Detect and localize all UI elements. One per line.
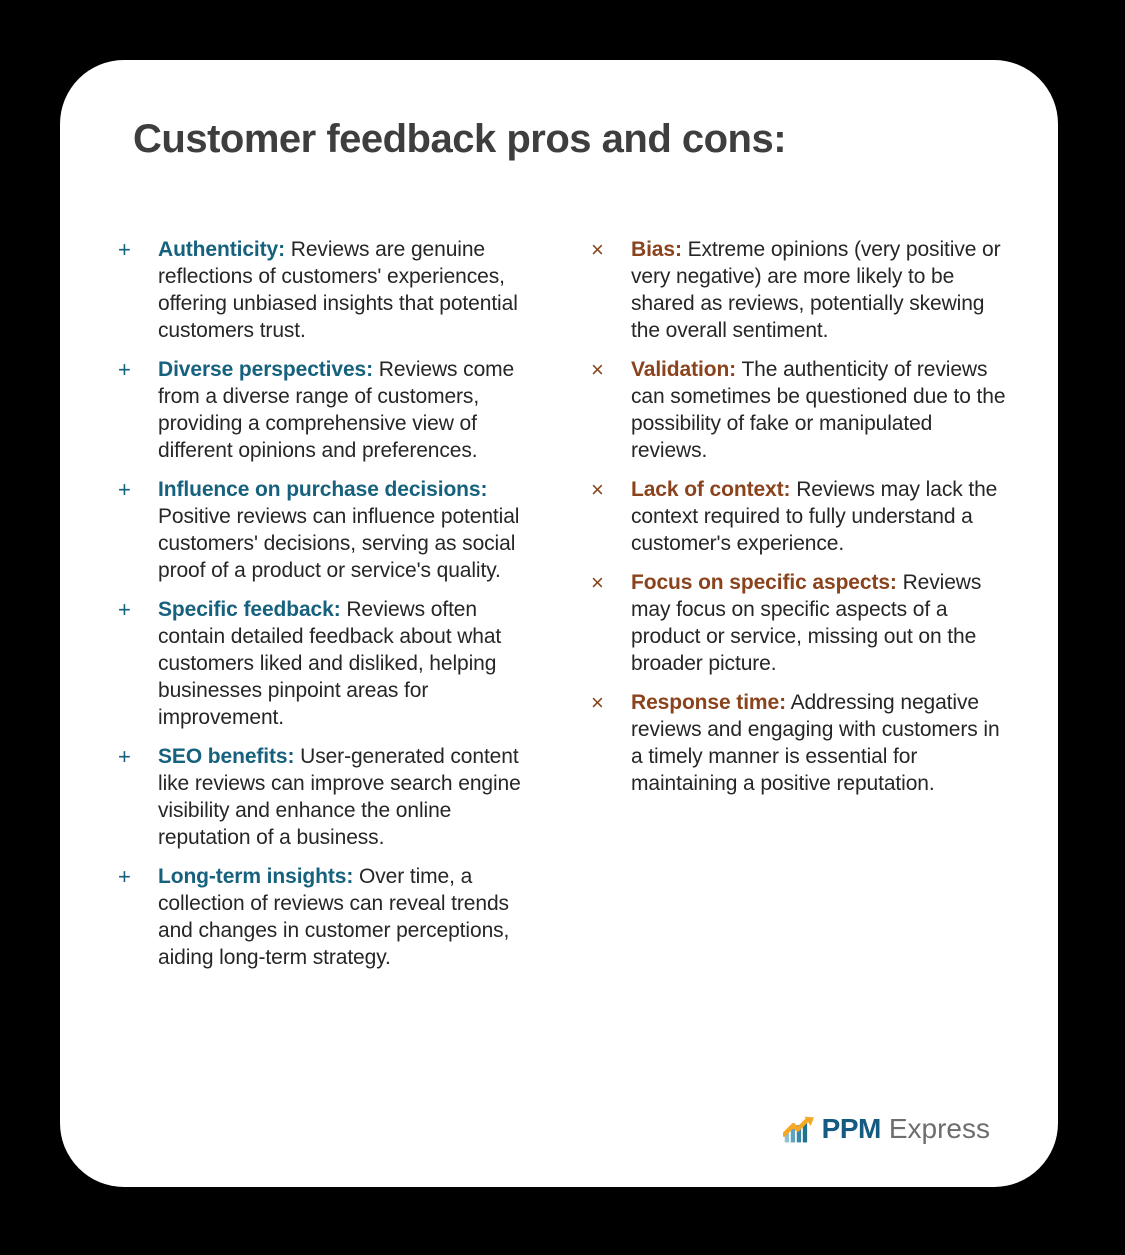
pros-item-body: User-generated content like reviews can improve search engine visibility and enhance the online reputation of a business. [158,745,521,849]
pros-item-text [158,356,535,464]
pros-item-term: Diverse perspectives: [158,358,374,381]
pros-item-text [158,236,535,344]
plus-icon: + [118,477,131,502]
cons-item-text [631,689,1008,797]
cross-icon: × [591,690,604,715]
cons-list-item [588,569,1008,677]
cons-item-term: Focus on specific aspects: [631,571,897,594]
plus-icon: + [118,237,131,262]
cons-item-body: Reviews may focus on specific aspects of a product or service, missing out on the broader picture. [631,571,982,675]
cons-list-item [588,476,1008,557]
cons-list-item [588,356,1008,464]
cons-item-term: Validation: [631,358,737,381]
cons-item-text [631,569,1008,677]
pros-cons-columns [115,236,1012,983]
cons-column [588,236,1008,983]
pros-item-term: Long-term insights: [158,865,354,888]
pros-list-item [115,356,535,464]
pros-item-text [158,743,535,851]
plus-icon: + [118,864,131,889]
pros-list-item [115,863,535,971]
cons-item-term: Response time: [631,691,786,714]
logo-express-text: Express [888,1113,990,1144]
logo-bar-chart-arrow-icon [783,1116,814,1143]
pros-list-item [115,476,535,584]
pros-item-term: SEO benefits: [158,745,295,768]
pros-item-body: Over time, a collection of reviews can reveal trends and changes in customer perceptions, aiding long-term strategy. [158,865,510,969]
pros-item-term: Influence on purchase decisions: [158,478,488,501]
cons-item-text [631,476,1008,557]
plus-icon: + [118,357,131,382]
pros-list-item [115,743,535,851]
cross-icon: × [591,570,604,595]
cons-item-body: Reviews may lack the context required to fully understand a customer's experience. [631,478,998,555]
pros-list-item [115,596,535,731]
card [60,60,1058,1187]
pros-item-term: Authenticity: [158,238,286,261]
cross-icon: × [591,357,604,382]
cons-item-body: Extreme opinions (very positive or very negative) are more likely to be shared as reviews, potentially skewing the overall sentiment. [631,238,1001,342]
logo-ppm-text: PPM [821,1113,881,1144]
cons-list-item [588,236,1008,344]
logo [783,1113,990,1145]
cons-item-term: Bias: [631,238,682,261]
cross-icon: × [591,237,604,262]
cons-item-text [631,236,1008,344]
page-title: Customer feedback pros and cons: [133,117,787,161]
plus-icon: + [118,597,131,622]
cons-item-body: Addressing negative reviews and engaging with customers in a timely manner is essential for maintaining a positive reputation. [631,691,1000,795]
cons-item-body: The authenticity of reviews can sometimes be questioned due to the possibility of fake or manipulated reviews. [631,358,1006,462]
pros-item-text [158,476,535,584]
pros-column [115,236,535,983]
pros-item-body: Reviews are genuine reflections of customers' experiences, offering unbiased insights that potential customers trust. [158,238,518,342]
cons-item-text [631,356,1008,464]
pros-item-text [158,863,535,971]
cons-list-item [588,689,1008,797]
cross-icon: × [591,477,604,502]
plus-icon: + [118,744,131,769]
cons-item-term: Lack of context: [631,478,791,501]
pros-item-term: Specific feedback: [158,598,341,621]
pros-item-body: Reviews often contain detailed feedback about what customers liked and disliked, helping businesses pinpoint areas for improvement. [158,598,502,729]
pros-item-body: Reviews come from a diverse range of customers, providing a comprehensive view of different opinions and preferences. [158,358,515,462]
pros-list-item [115,236,535,344]
pros-item-text [158,596,535,731]
pros-item-body: Positive reviews can influence potential customers' decisions, serving as social proof of a product or service's quality. [158,505,520,582]
